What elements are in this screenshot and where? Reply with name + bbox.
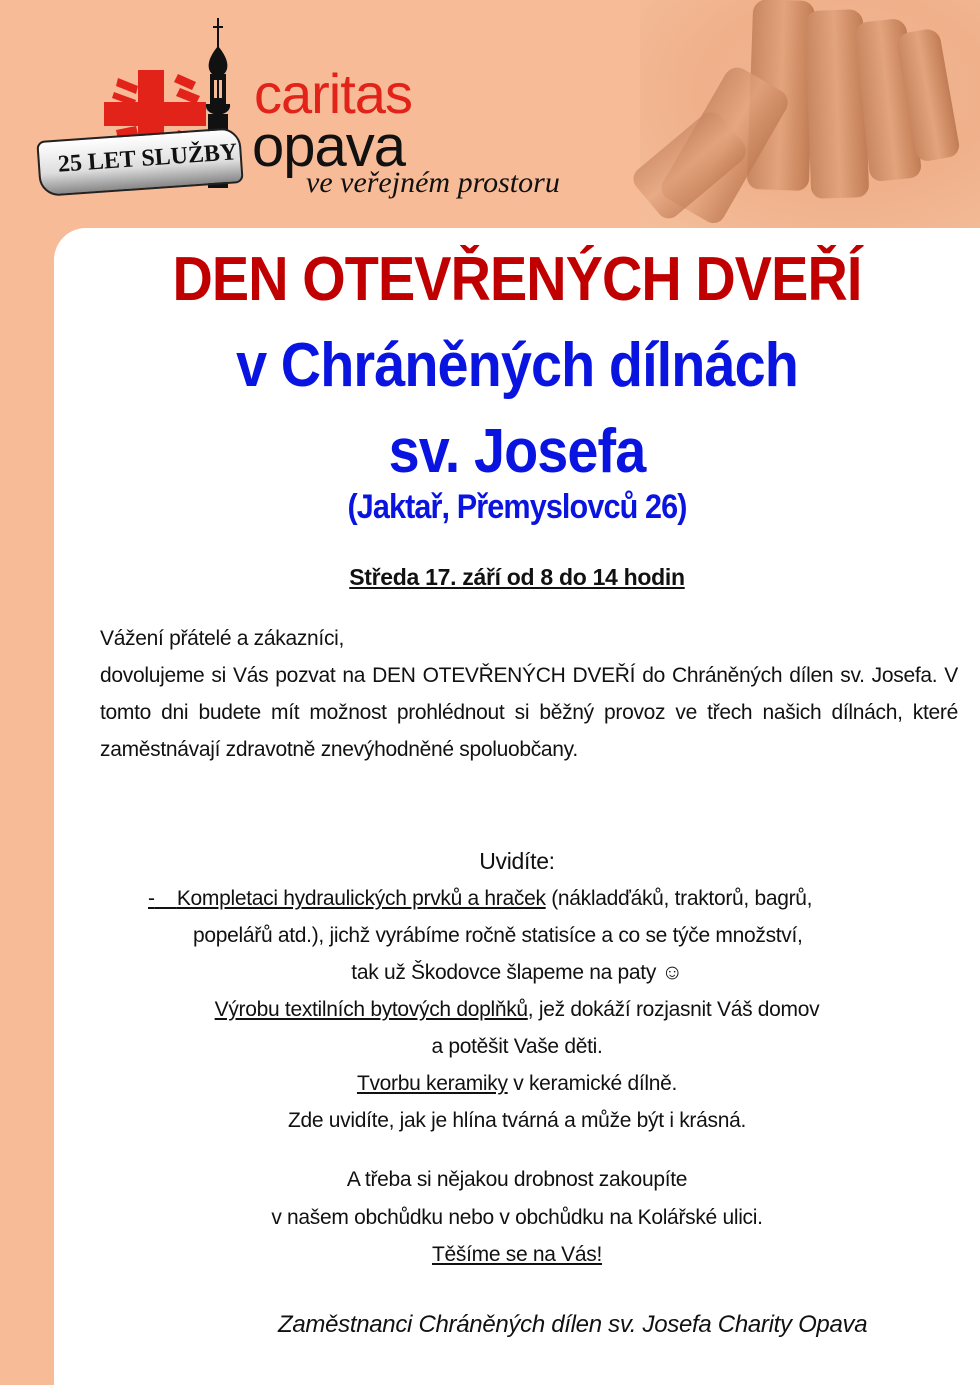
- see-heading: Uvidíte:: [479, 848, 555, 874]
- item-highlight: Výrobu textilních bytových doplňků: [214, 998, 528, 1021]
- closing-line-3: Těšíme se na Vás!: [432, 1243, 602, 1266]
- intro-text: dovolujeme si Vás pozvat na DEN OTEVŘENÝCH DVEŘÍ do Chráněných dílen sv. Josefa. V tomto dni budete mít možnost prohlédnout si běžný provoz ve třech našich dílnách, které zaměstnávají zdravotně znevýhodněné spoluobčany.: [100, 664, 958, 761]
- brand-opava: opava: [252, 114, 406, 179]
- list-item-line: Zde uvidíte, jak je hlína tvárná a může být i krásná.: [287, 1109, 746, 1132]
- event-subtitle: v Chráněných dílnách: [236, 331, 798, 400]
- list-item: [54, 1072, 980, 1096]
- list-item-line: tak už Škodovce šlapeme na paty ☺: [351, 961, 683, 984]
- closing-line-1: A třeba si nějakou drobnost zakoupíte: [346, 1168, 688, 1191]
- brand-caritas: caritas: [254, 62, 412, 125]
- signature: Zaměstnanci Chráněných dílen sv. Josefa Charity Opava: [278, 1311, 868, 1338]
- event-title: DEN OTEVŘENÝCH DVEŘÍ: [172, 245, 862, 314]
- banner-text: 25 LET SLUŽBY: [57, 139, 239, 178]
- item-highlight: Kompletaci hydraulických prvků a hraček: [176, 887, 546, 910]
- event-date: Středa 17. září od 8 do 14 hodin: [349, 564, 685, 590]
- item-highlight: Tvorbu keramiky: [356, 1072, 508, 1095]
- item-text: , jež dokáží rozjasnit Váš domov: [527, 998, 820, 1021]
- list-item-line: a potěšit Vaše děti.: [431, 1035, 603, 1058]
- item-text: v keramické dílně.: [507, 1072, 678, 1095]
- closing-line-2: v našem obchůdku nebo v obchůdku na Kolářské ulici.: [271, 1206, 763, 1229]
- intro-paragraph: [100, 620, 958, 768]
- tagline: ve veřejném prostoru: [306, 166, 560, 199]
- greeting: Vážení přátelé a zákazníci,: [100, 627, 345, 650]
- list-item-line: popelářů atd.), jichž vyrábíme ročně statisíce a co se týče množství,: [193, 924, 803, 947]
- bullet: -: [148, 887, 155, 910]
- hands-photo: [640, 0, 980, 230]
- event-address: (Jaktař, Přemyslovců 26): [347, 488, 687, 526]
- header: [0, 0, 980, 230]
- item-text: (nákladďáků, traktorů, bagrů,: [545, 887, 813, 910]
- list-item: [54, 998, 980, 1022]
- list-item: [148, 887, 812, 911]
- event-subtitle-2: sv. Josefa: [388, 417, 646, 486]
